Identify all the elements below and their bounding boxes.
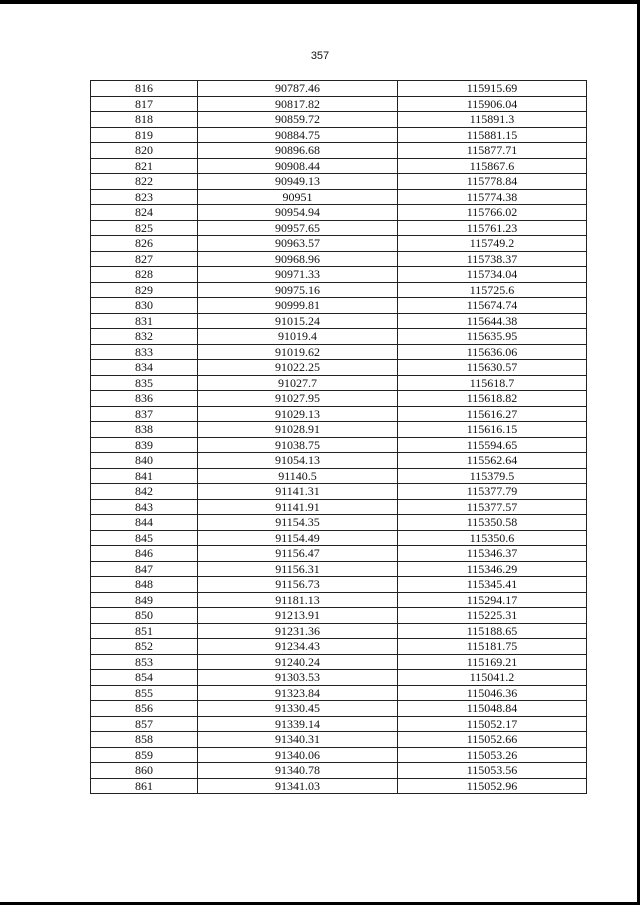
y-coordinate-cell: 115738.37 — [398, 251, 587, 267]
table-row — [91, 592, 587, 608]
table-row — [91, 608, 587, 624]
x-coordinate-cell: 91141.31 — [198, 484, 398, 500]
x-coordinate-cell: 91156.31 — [198, 561, 398, 577]
table-row — [91, 360, 587, 376]
table-row — [91, 747, 587, 763]
point-number-cell: 837 — [91, 406, 198, 422]
x-coordinate-cell: 90957.65 — [198, 220, 398, 236]
point-number-cell: 858 — [91, 732, 198, 748]
point-number-cell: 855 — [91, 685, 198, 701]
y-coordinate-cell: 115350.6 — [398, 530, 587, 546]
y-coordinate-cell: 115379.5 — [398, 468, 587, 484]
point-number-cell: 824 — [91, 205, 198, 221]
x-coordinate-cell: 90896.68 — [198, 143, 398, 159]
y-coordinate-cell: 115618.7 — [398, 375, 587, 391]
point-number-cell: 835 — [91, 375, 198, 391]
table-row — [91, 453, 587, 469]
y-coordinate-cell: 115616.27 — [398, 406, 587, 422]
x-coordinate-cell: 91140.5 — [198, 468, 398, 484]
table-row — [91, 96, 587, 112]
x-coordinate-cell: 90954.94 — [198, 205, 398, 221]
table-row — [91, 763, 587, 779]
x-coordinate-cell: 91054.13 — [198, 453, 398, 469]
x-coordinate-cell: 91015.24 — [198, 313, 398, 329]
point-number-cell: 828 — [91, 267, 198, 283]
x-coordinate-cell: 90999.81 — [198, 298, 398, 314]
table-row — [91, 716, 587, 732]
point-number-cell: 860 — [91, 763, 198, 779]
point-number-cell: 832 — [91, 329, 198, 345]
point-number-cell: 849 — [91, 592, 198, 608]
y-coordinate-cell: 115169.21 — [398, 654, 587, 670]
y-coordinate-cell: 115891.3 — [398, 112, 587, 128]
table-row — [91, 732, 587, 748]
table-row — [91, 220, 587, 236]
table-row — [91, 422, 587, 438]
y-coordinate-cell: 115377.79 — [398, 484, 587, 500]
x-coordinate-cell: 90963.57 — [198, 236, 398, 252]
x-coordinate-cell: 91029.13 — [198, 406, 398, 422]
point-number-cell: 816 — [91, 81, 198, 97]
x-coordinate-cell: 91156.47 — [198, 546, 398, 562]
x-coordinate-cell: 91330.45 — [198, 701, 398, 717]
page-number: 357 — [310, 50, 330, 62]
x-coordinate-cell: 91339.14 — [198, 716, 398, 732]
point-number-cell: 826 — [91, 236, 198, 252]
x-coordinate-cell: 90975.16 — [198, 282, 398, 298]
point-number-cell: 829 — [91, 282, 198, 298]
y-coordinate-cell: 115053.56 — [398, 763, 587, 779]
table-row — [91, 267, 587, 283]
x-coordinate-cell: 91303.53 — [198, 670, 398, 686]
x-coordinate-cell: 91019.4 — [198, 329, 398, 345]
x-coordinate-cell: 91141.91 — [198, 499, 398, 515]
coordinates-table — [90, 80, 587, 794]
x-coordinate-cell: 90859.72 — [198, 112, 398, 128]
table-row — [91, 484, 587, 500]
y-coordinate-cell: 115618.82 — [398, 391, 587, 407]
x-coordinate-cell: 90968.96 — [198, 251, 398, 267]
table-row — [91, 654, 587, 670]
point-number-cell: 844 — [91, 515, 198, 531]
table-row — [91, 189, 587, 205]
x-coordinate-cell: 91323.84 — [198, 685, 398, 701]
table-row — [91, 375, 587, 391]
point-number-cell: 847 — [91, 561, 198, 577]
y-coordinate-cell: 115052.96 — [398, 778, 587, 794]
y-coordinate-cell: 115345.41 — [398, 577, 587, 593]
point-number-cell: 850 — [91, 608, 198, 624]
table-row — [91, 639, 587, 655]
y-coordinate-cell: 115734.04 — [398, 267, 587, 283]
coordinates-table-body — [91, 81, 587, 794]
point-number-cell: 834 — [91, 360, 198, 376]
table-row — [91, 127, 587, 143]
table-row — [91, 561, 587, 577]
y-coordinate-cell: 115761.23 — [398, 220, 587, 236]
point-number-cell: 839 — [91, 437, 198, 453]
y-coordinate-cell: 115188.65 — [398, 623, 587, 639]
y-coordinate-cell: 115774.38 — [398, 189, 587, 205]
table-row — [91, 778, 587, 794]
x-coordinate-cell: 91027.7 — [198, 375, 398, 391]
y-coordinate-cell: 115778.84 — [398, 174, 587, 190]
y-coordinate-cell: 115877.71 — [398, 143, 587, 159]
y-coordinate-cell: 115225.31 — [398, 608, 587, 624]
y-coordinate-cell: 115562.64 — [398, 453, 587, 469]
y-coordinate-cell: 115046.36 — [398, 685, 587, 701]
table-row — [91, 158, 587, 174]
table-row — [91, 236, 587, 252]
y-coordinate-cell: 115294.17 — [398, 592, 587, 608]
table-row — [91, 546, 587, 562]
y-coordinate-cell: 115346.37 — [398, 546, 587, 562]
point-number-cell: 819 — [91, 127, 198, 143]
x-coordinate-cell: 91231.36 — [198, 623, 398, 639]
y-coordinate-cell: 115377.57 — [398, 499, 587, 515]
point-number-cell: 830 — [91, 298, 198, 314]
y-coordinate-cell: 115048.84 — [398, 701, 587, 717]
x-coordinate-cell: 91181.13 — [198, 592, 398, 608]
y-coordinate-cell: 115906.04 — [398, 96, 587, 112]
table-row — [91, 391, 587, 407]
point-number-cell: 840 — [91, 453, 198, 469]
y-coordinate-cell: 115053.26 — [398, 747, 587, 763]
point-number-cell: 827 — [91, 251, 198, 267]
point-number-cell: 818 — [91, 112, 198, 128]
y-coordinate-cell: 115881.15 — [398, 127, 587, 143]
x-coordinate-cell: 90787.46 — [198, 81, 398, 97]
table-row — [91, 685, 587, 701]
table-row — [91, 251, 587, 267]
point-number-cell: 822 — [91, 174, 198, 190]
y-coordinate-cell: 115346.29 — [398, 561, 587, 577]
table-row — [91, 143, 587, 159]
point-number-cell: 817 — [91, 96, 198, 112]
point-number-cell: 821 — [91, 158, 198, 174]
x-coordinate-cell: 91340.78 — [198, 763, 398, 779]
y-coordinate-cell: 115594.65 — [398, 437, 587, 453]
point-number-cell: 825 — [91, 220, 198, 236]
table-row — [91, 530, 587, 546]
x-coordinate-cell: 90884.75 — [198, 127, 398, 143]
y-coordinate-cell: 115181.75 — [398, 639, 587, 655]
y-coordinate-cell: 115350.58 — [398, 515, 587, 531]
point-number-cell: 857 — [91, 716, 198, 732]
x-coordinate-cell: 90817.82 — [198, 96, 398, 112]
x-coordinate-cell: 90949.13 — [198, 174, 398, 190]
x-coordinate-cell: 91156.73 — [198, 577, 398, 593]
x-coordinate-cell: 91340.31 — [198, 732, 398, 748]
table-row — [91, 577, 587, 593]
table-row — [91, 174, 587, 190]
x-coordinate-cell: 91240.24 — [198, 654, 398, 670]
x-coordinate-cell: 91154.35 — [198, 515, 398, 531]
x-coordinate-cell: 91341.03 — [198, 778, 398, 794]
y-coordinate-cell: 115644.38 — [398, 313, 587, 329]
x-coordinate-cell: 90908.44 — [198, 158, 398, 174]
table-row — [91, 468, 587, 484]
point-number-cell: 854 — [91, 670, 198, 686]
point-number-cell: 852 — [91, 639, 198, 655]
x-coordinate-cell: 90971.33 — [198, 267, 398, 283]
point-number-cell: 820 — [91, 143, 198, 159]
point-number-cell: 853 — [91, 654, 198, 670]
table-row — [91, 282, 587, 298]
y-coordinate-cell: 115766.02 — [398, 205, 587, 221]
point-number-cell: 845 — [91, 530, 198, 546]
table-row — [91, 701, 587, 717]
point-number-cell: 851 — [91, 623, 198, 639]
point-number-cell: 848 — [91, 577, 198, 593]
y-coordinate-cell: 115630.57 — [398, 360, 587, 376]
table-row — [91, 298, 587, 314]
table-row — [91, 499, 587, 515]
x-coordinate-cell: 91028.91 — [198, 422, 398, 438]
table-row — [91, 205, 587, 221]
point-number-cell: 861 — [91, 778, 198, 794]
y-coordinate-cell: 115674.74 — [398, 298, 587, 314]
y-coordinate-cell: 115636.06 — [398, 344, 587, 360]
x-coordinate-cell: 90951 — [198, 189, 398, 205]
table-row — [91, 112, 587, 128]
point-number-cell: 823 — [91, 189, 198, 205]
y-coordinate-cell: 115041.2 — [398, 670, 587, 686]
table-row — [91, 81, 587, 97]
point-number-cell: 833 — [91, 344, 198, 360]
x-coordinate-cell: 91154.49 — [198, 530, 398, 546]
y-coordinate-cell: 115052.17 — [398, 716, 587, 732]
point-number-cell: 846 — [91, 546, 198, 562]
x-coordinate-cell: 91234.43 — [198, 639, 398, 655]
y-coordinate-cell: 115915.69 — [398, 81, 587, 97]
table-row — [91, 437, 587, 453]
table-row — [91, 313, 587, 329]
point-number-cell: 836 — [91, 391, 198, 407]
point-number-cell: 831 — [91, 313, 198, 329]
x-coordinate-cell: 91027.95 — [198, 391, 398, 407]
y-coordinate-cell: 115725.6 — [398, 282, 587, 298]
point-number-cell: 856 — [91, 701, 198, 717]
x-coordinate-cell: 91022.25 — [198, 360, 398, 376]
y-coordinate-cell: 115867.6 — [398, 158, 587, 174]
x-coordinate-cell: 91019.62 — [198, 344, 398, 360]
table-row — [91, 623, 587, 639]
point-number-cell: 859 — [91, 747, 198, 763]
point-number-cell: 842 — [91, 484, 198, 500]
x-coordinate-cell: 91038.75 — [198, 437, 398, 453]
y-coordinate-cell: 115616.15 — [398, 422, 587, 438]
table-row — [91, 329, 587, 345]
scan-border-top — [0, 0, 640, 4]
y-coordinate-cell: 115052.66 — [398, 732, 587, 748]
table-row — [91, 344, 587, 360]
x-coordinate-cell: 91213.91 — [198, 608, 398, 624]
y-coordinate-cell: 115749.2 — [398, 236, 587, 252]
point-number-cell: 838 — [91, 422, 198, 438]
x-coordinate-cell: 91340.06 — [198, 747, 398, 763]
table-row — [91, 670, 587, 686]
table-row — [91, 406, 587, 422]
point-number-cell: 843 — [91, 499, 198, 515]
table-row — [91, 515, 587, 531]
y-coordinate-cell: 115635.95 — [398, 329, 587, 345]
point-number-cell: 841 — [91, 468, 198, 484]
